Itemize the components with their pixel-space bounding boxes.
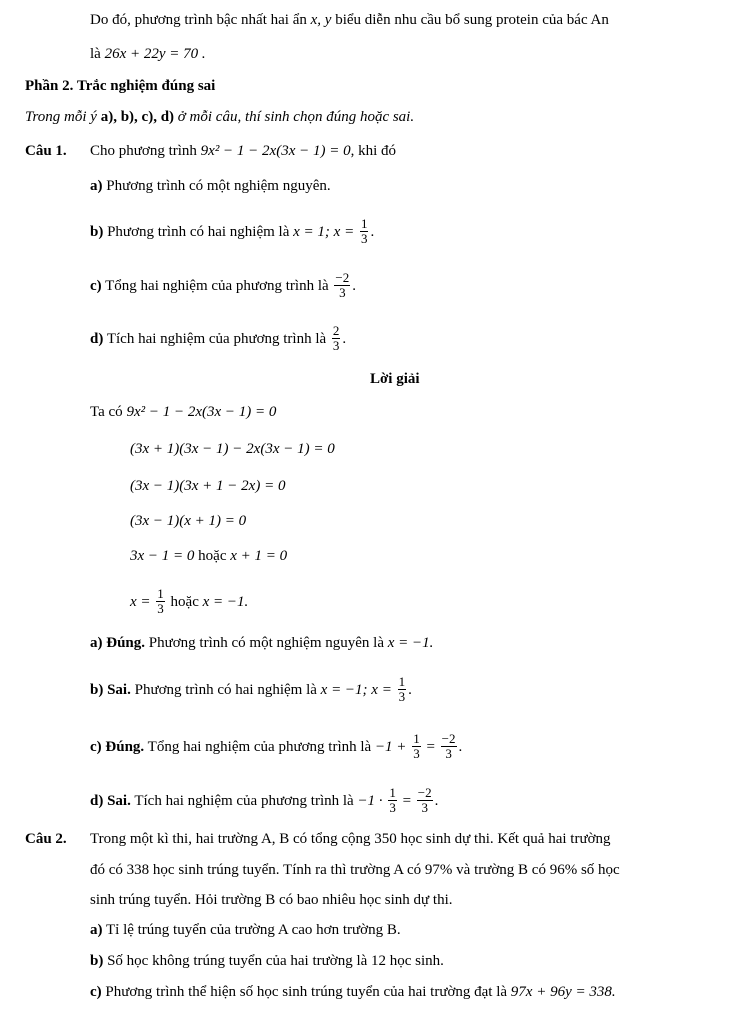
q1-answer-d: d) Sai. Tích hai nghiệm của phương trình là −1 · $\frac{1}{3}$ = $\frac{-2}{3}$ . xyxy=(90,785,439,815)
instruction-post: ở mỗi câu, thí sinh chọn đúng hoặc sai. xyxy=(177,109,415,125)
q1-answer-b: b) Sai. Phương trình có hai nghiệm là x = −1; x = $\frac{1}{3}$ . xyxy=(90,674,412,704)
answer-key: a) xyxy=(90,635,103,651)
q1-option-d: d) Tích hai nghiệm của phương trình là $\frac{2}{3}$ . xyxy=(90,323,347,353)
option-text: Số học không trúng tuyển của hai trường là 12 học sinh. xyxy=(107,953,444,969)
solution-step: (3x − 1)(3x + 1 − 2x) = 0 xyxy=(130,478,286,494)
q2-stem-line: đó có 338 học sinh trúng tuyển. Tính ra thì trường A có 97% và trường B có 96% số học xyxy=(90,862,620,878)
instruction-items: a), b), c), d) xyxy=(100,109,175,125)
answer-verdict: Sai. xyxy=(107,792,131,809)
option-key: b) xyxy=(90,223,104,240)
option-text: Phương trình thể hiện số học sinh trúng tuyển của hai trường đạt là xyxy=(105,984,508,1000)
option-key: a) xyxy=(90,922,103,938)
fraction xyxy=(417,786,433,815)
answer-text: Phương trình có hai nghiệm là xyxy=(134,681,317,698)
numerator: 1 xyxy=(398,674,406,689)
option-key: d) xyxy=(90,330,104,347)
q1-stem xyxy=(90,142,396,160)
answer-key: d) xyxy=(90,792,104,809)
numerator: −2 xyxy=(335,270,350,285)
option-math: 97x + 96y = 338. xyxy=(510,984,616,1000)
answer-text: Phương trình có một nghiệm nguyên là xyxy=(148,635,384,651)
intro-line-2 xyxy=(90,45,206,63)
fraction xyxy=(360,217,369,246)
numerator: 2 xyxy=(332,323,340,338)
q2-option-a xyxy=(90,921,401,939)
section-instruction xyxy=(25,108,414,126)
q1-stem-equation: 9x² − 1 − 2x(3x − 1) = 0 xyxy=(200,143,351,159)
q2-stem-line: Trong một kì thi, hai trường A, B có tổng cộng 350 học sinh dự thi. Kết quả hai trường xyxy=(90,831,611,847)
q1-option-b: b) Phương trình có hai nghiệm là x = 1; x = $\frac{1}{3}$ . xyxy=(90,216,375,246)
answer-verdict: Sai. xyxy=(107,681,131,698)
answer-math: −1 + xyxy=(374,738,407,755)
answer-verdict: Đúng. xyxy=(106,635,146,651)
option-text: Tỉ lệ trúng tuyển của trường A cao hơn trường B. xyxy=(105,922,401,938)
q1-answer-a xyxy=(90,634,433,652)
solution-case-1: 3x − 1 = 0 xyxy=(130,548,195,564)
solution-result-2: x = −1. xyxy=(202,593,249,610)
intro-line-1 xyxy=(90,11,609,29)
option-key: c) xyxy=(90,277,102,294)
option-text: Phương trình có một nghiệm nguyên. xyxy=(106,178,331,194)
numerator: −2 xyxy=(417,785,432,800)
option-key: a) xyxy=(90,178,103,194)
q1-stem-pre: Cho phương trình xyxy=(90,143,197,159)
option-text: Tích hai nghiệm của phương trình là xyxy=(106,330,327,347)
q2-stem-line: sinh trúng tuyển. Hỏi trường B có bao nhiêu học sinh dự thi. xyxy=(90,892,453,908)
solution-title: Lời giải xyxy=(370,371,420,387)
option-key: c) xyxy=(90,984,102,1000)
fraction xyxy=(156,587,165,616)
denominator: 3 xyxy=(398,689,406,704)
answer-verdict: Đúng. xyxy=(105,738,145,755)
answer-text: Tổng hai nghiệm của phương trình là xyxy=(147,738,372,755)
intro-prefix: là xyxy=(90,46,101,62)
denominator: 3 xyxy=(332,338,340,353)
solution-case-2: x + 1 = 0 xyxy=(230,548,288,564)
option-text: Tổng hai nghiệm của phương trình là xyxy=(105,277,329,294)
equals-sign: = xyxy=(402,792,412,809)
denominator: 3 xyxy=(413,746,420,761)
fraction xyxy=(332,324,341,353)
numerator: 1 xyxy=(389,785,396,800)
option-math: x = 1; x = xyxy=(293,223,355,240)
answer-key: b) xyxy=(90,681,104,698)
denominator: 3 xyxy=(360,231,368,246)
option-text: Phương trình có hai nghiệm là xyxy=(107,223,290,240)
answer-math: −1 · xyxy=(357,792,383,809)
numerator: 1 xyxy=(413,731,420,746)
fraction xyxy=(388,786,397,815)
solution-result-1: x = xyxy=(130,593,151,610)
q1-answer-c: c) Đúng. Tổng hai nghiệm của phương trình là −1 + $\frac{1}{3}$ = $\frac{-2}{3}$ . xyxy=(90,731,463,761)
solution-step: 9x² − 1 − 2x(3x − 1) = 0 xyxy=(126,404,277,420)
denominator: 3 xyxy=(157,601,164,616)
or-word: hoặc xyxy=(170,593,199,610)
fraction xyxy=(412,732,421,761)
intro-text: Do đó, phương trình bậc nhất hai ẩn xyxy=(90,12,307,28)
q2-label: Câu 2. xyxy=(25,831,67,847)
q1-label: Câu 1. xyxy=(25,143,67,159)
fraction xyxy=(441,732,457,761)
option-key: b) xyxy=(90,953,104,969)
solution-step: (3x − 1)(x + 1) = 0 xyxy=(130,513,247,529)
section-title: Phần 2. Trắc nghiệm đúng sai xyxy=(25,78,216,94)
solution-step: (3x + 1)(3x − 1) − 2x(3x − 1) = 0 xyxy=(130,441,335,457)
intro-equation: 26x + 22y = 70 . xyxy=(104,46,206,62)
solution-intro xyxy=(90,403,276,421)
equals-sign: = xyxy=(426,738,435,755)
answer-math: x = −1; x = xyxy=(320,681,392,698)
solution-intro-text: Ta có xyxy=(90,404,123,420)
numerator: 1 xyxy=(360,216,368,231)
instruction-pre: Trong mỗi ý xyxy=(25,109,97,125)
denominator: 3 xyxy=(339,285,346,300)
or-word: hoặc xyxy=(198,548,227,564)
intro-vars: x, y xyxy=(310,12,332,28)
fraction xyxy=(398,675,407,704)
q1-stem-post: , khi đó xyxy=(350,143,397,159)
answer-math: x = −1. xyxy=(387,635,434,651)
q1-option-c: c) Tổng hai nghiệm của phương trình là $\frac{-2}{3}$ . xyxy=(90,270,356,300)
denominator: 3 xyxy=(389,800,396,815)
q2-option-c xyxy=(90,983,616,1001)
answer-text: Tích hai nghiệm của phương trình là xyxy=(134,792,354,809)
fraction xyxy=(334,271,350,300)
denominator: 3 xyxy=(421,800,428,815)
q1-option-a xyxy=(90,177,331,195)
numerator: 1 xyxy=(157,586,164,601)
answer-key: c) xyxy=(90,738,102,755)
solution-step-result xyxy=(130,588,248,617)
solution-step-split xyxy=(130,547,287,565)
q2-option-b xyxy=(90,952,444,970)
intro-text-rest: biểu diễn nhu cầu bổ sung protein của bác An xyxy=(335,12,609,28)
numerator: −2 xyxy=(441,731,456,746)
denominator: 3 xyxy=(445,746,452,761)
